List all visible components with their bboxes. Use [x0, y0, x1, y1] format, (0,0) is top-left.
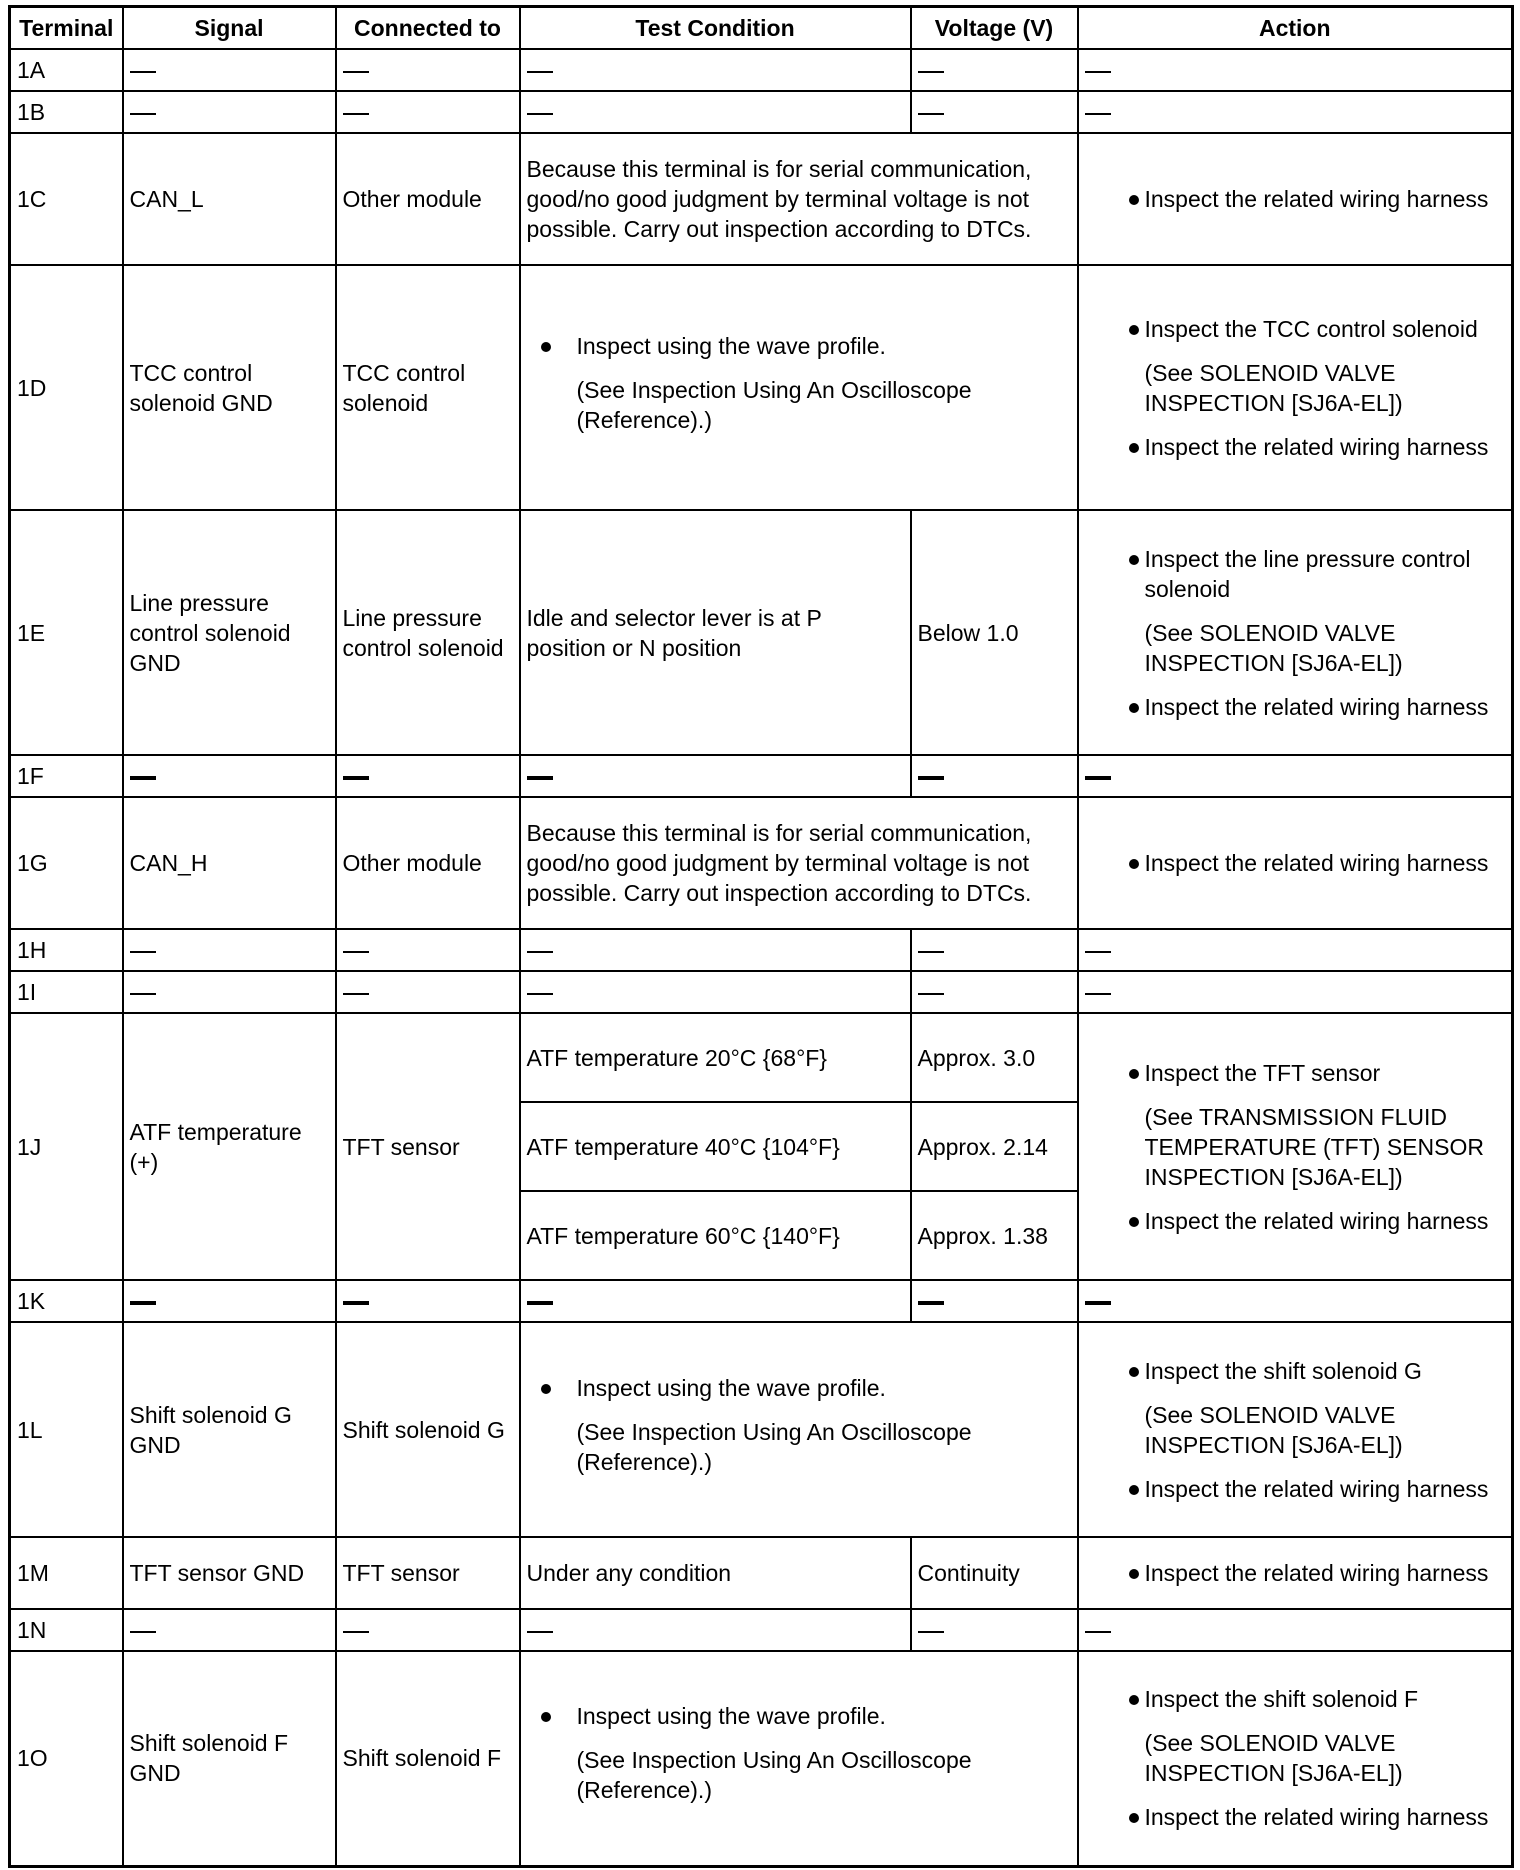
table-row	[10, 91, 1513, 133]
condition-bullet: Inspect using the wave profile.	[527, 331, 1071, 361]
connected-cell	[336, 49, 520, 91]
signal-cell: Shift solenoid F GND	[123, 1651, 336, 1866]
condition-bullet: Inspect using the wave profile.	[527, 1373, 1071, 1403]
action-cell	[1078, 1322, 1513, 1537]
action-cell	[1078, 797, 1513, 929]
action-bullet: Inspect the TCC control solenoid	[1085, 314, 1506, 344]
action-bullet: Inspect the related wiring harness	[1085, 692, 1506, 722]
signal-cell	[123, 929, 336, 971]
connected-cell: Other module	[336, 133, 520, 265]
terminal-cell: 1H	[10, 929, 123, 971]
dash-mark	[343, 951, 369, 953]
condition-reference: (See Inspection Using An Oscilloscope (Reference).)	[576, 376, 972, 433]
dash-mark	[918, 113, 944, 115]
condition-cell: Idle and selector lever is at P position or N position	[520, 510, 911, 755]
table-row	[10, 1651, 1513, 1866]
dash-mark	[527, 993, 553, 995]
header-test-condition: Test Condition	[520, 7, 911, 50]
table-row	[10, 510, 1513, 755]
terminal-cell: 1B	[10, 91, 123, 133]
signal-cell: TFT sensor GND	[123, 1537, 336, 1609]
voltage-cell: Approx. 3.0	[911, 1013, 1078, 1102]
action-cell	[1078, 133, 1513, 265]
signal-cell	[123, 91, 336, 133]
header-connected-to: Connected to	[336, 7, 520, 50]
action-bullet: Inspect the related wiring harness	[1085, 432, 1506, 462]
dash-mark	[918, 1631, 944, 1633]
terminal-cell: 1J	[10, 1013, 123, 1280]
table-row	[10, 971, 1513, 1013]
dash-mark	[130, 776, 156, 780]
condition-cell	[520, 1651, 1078, 1866]
condition-bullet: Inspect using the wave profile.	[527, 1701, 1071, 1731]
dash-mark	[343, 776, 369, 780]
voltage-cell: Approx. 1.38	[911, 1191, 1078, 1280]
dash-mark	[130, 71, 156, 73]
table-row	[10, 1537, 1513, 1609]
dash-mark	[130, 1631, 156, 1633]
condition-cell	[520, 265, 1078, 510]
connected-cell: TFT sensor	[336, 1013, 520, 1280]
action-cell	[1078, 929, 1513, 971]
condition-cell	[520, 1609, 911, 1651]
header-terminal: Terminal	[10, 7, 123, 50]
action-reference: (See TRANSMISSION FLUID TEMPERATURE (TFT) SENSOR INSPECTION [SJ6A-EL])	[1144, 1103, 1484, 1190]
voltage-cell	[911, 91, 1078, 133]
dash-mark	[1085, 951, 1111, 953]
dash-mark	[527, 1631, 553, 1633]
dash-mark	[130, 113, 156, 115]
dash-mark	[1085, 1301, 1111, 1305]
action-cell	[1078, 49, 1513, 91]
condition-cell	[520, 1280, 911, 1322]
dash-mark	[527, 71, 553, 73]
table-row	[10, 1013, 1513, 1102]
action-reference: (See SOLENOID VALVE INSPECTION [SJ6A-EL])	[1144, 1401, 1403, 1458]
dash-mark	[1085, 71, 1111, 73]
action-cell	[1078, 510, 1513, 755]
action-bullet: Inspect the related wiring harness	[1085, 848, 1506, 878]
dash-mark	[343, 1631, 369, 1633]
action-cell	[1078, 971, 1513, 1013]
dash-mark	[1085, 113, 1111, 115]
action-reference: (See SOLENOID VALVE INSPECTION [SJ6A-EL])	[1144, 1730, 1403, 1787]
condition-cell	[520, 971, 911, 1013]
connected-cell	[336, 1280, 520, 1322]
header-action: Action	[1078, 7, 1513, 50]
condition-cell	[520, 929, 911, 971]
dash-mark	[918, 1301, 944, 1305]
action-cell	[1078, 1651, 1513, 1866]
action-cell	[1078, 755, 1513, 797]
dash-mark	[527, 1301, 553, 1305]
signal-cell: Shift solenoid G GND	[123, 1322, 336, 1537]
condition-reference: (See Inspection Using An Oscilloscope (Reference).)	[576, 1747, 972, 1804]
dash-mark	[527, 951, 553, 953]
action-bullet: Inspect the shift solenoid F	[1085, 1684, 1506, 1714]
dash-mark	[918, 951, 944, 953]
terminal-cell: 1G	[10, 797, 123, 929]
table-row	[10, 265, 1513, 510]
action-cell	[1078, 1609, 1513, 1651]
dash-mark	[130, 1301, 156, 1305]
condition-cell	[520, 49, 911, 91]
signal-cell: TCC control solenoid GND	[123, 265, 336, 510]
terminal-cell: 1K	[10, 1280, 123, 1322]
condition-reference: (See Inspection Using An Oscilloscope (Reference).)	[576, 1418, 972, 1475]
signal-cell: CAN_H	[123, 797, 336, 929]
voltage-cell	[911, 971, 1078, 1013]
condition-cell	[520, 1322, 1078, 1537]
connected-cell: TFT sensor	[336, 1537, 520, 1609]
signal-cell	[123, 755, 336, 797]
condition-cell: Because this terminal is for serial communication, good/no good judgment by terminal voltage is not possible. Carry out inspection according to DTCs.	[520, 133, 1078, 265]
voltage-cell: Below 1.0	[911, 510, 1078, 755]
action-bullet: Inspect the related wiring harness	[1085, 184, 1506, 214]
terminal-table	[8, 5, 1514, 1868]
dash-mark	[343, 1301, 369, 1305]
signal-cell: Line pressure control solenoid GND	[123, 510, 336, 755]
dash-mark	[527, 776, 553, 780]
terminal-cell: 1D	[10, 265, 123, 510]
signal-cell: ATF temperature (+)	[123, 1013, 336, 1280]
terminal-cell: 1N	[10, 1609, 123, 1651]
terminal-cell: 1C	[10, 133, 123, 265]
terminal-cell: 1A	[10, 49, 123, 91]
terminal-cell: 1O	[10, 1651, 123, 1866]
action-cell	[1078, 265, 1513, 510]
dash-mark	[1085, 776, 1111, 780]
table-row	[10, 929, 1513, 971]
condition-cell: Because this terminal is for serial communication, good/no good judgment by terminal voltage is not possible. Carry out inspection according to DTCs.	[520, 797, 1078, 929]
signal-cell	[123, 1280, 336, 1322]
action-bullet: Inspect the related wiring harness	[1085, 1802, 1506, 1832]
table-row	[10, 797, 1513, 929]
voltage-cell	[911, 929, 1078, 971]
table-row	[10, 755, 1513, 797]
table-row	[10, 1280, 1513, 1322]
condition-cell	[520, 91, 911, 133]
table-row	[10, 49, 1513, 91]
dash-mark	[130, 951, 156, 953]
dash-mark	[527, 113, 553, 115]
connected-cell	[336, 971, 520, 1013]
dash-mark	[918, 71, 944, 73]
dash-mark	[918, 776, 944, 780]
action-cell	[1078, 1537, 1513, 1609]
condition-cell	[520, 755, 911, 797]
header-voltage: Voltage (V)	[911, 7, 1078, 50]
signal-cell	[123, 49, 336, 91]
voltage-cell	[911, 1280, 1078, 1322]
connected-cell	[336, 1609, 520, 1651]
table-row	[10, 1322, 1513, 1537]
header-row	[10, 7, 1513, 50]
terminal-cell: 1I	[10, 971, 123, 1013]
dash-mark	[1085, 993, 1111, 995]
dash-mark	[130, 993, 156, 995]
dash-mark	[918, 993, 944, 995]
table-row	[10, 1609, 1513, 1651]
dash-mark	[343, 993, 369, 995]
connected-cell	[336, 929, 520, 971]
action-reference: (See SOLENOID VALVE INSPECTION [SJ6A-EL])	[1144, 359, 1403, 416]
dash-mark	[1085, 1631, 1111, 1633]
voltage-cell	[911, 1609, 1078, 1651]
signal-cell	[123, 971, 336, 1013]
signal-cell	[123, 1609, 336, 1651]
condition-cell: ATF temperature 40°C {104°F}	[520, 1102, 911, 1191]
connected-cell: Shift solenoid G	[336, 1322, 520, 1537]
terminal-cell: 1L	[10, 1322, 123, 1537]
action-cell	[1078, 91, 1513, 133]
action-bullet: Inspect the related wiring harness	[1085, 1558, 1506, 1588]
action-bullet: Inspect the TFT sensor	[1085, 1058, 1506, 1088]
connected-cell	[336, 755, 520, 797]
voltage-cell: Continuity	[911, 1537, 1078, 1609]
connected-cell: Shift solenoid F	[336, 1651, 520, 1866]
action-bullet: Inspect the related wiring harness	[1085, 1474, 1506, 1504]
terminal-cell: 1F	[10, 755, 123, 797]
terminal-cell: 1M	[10, 1537, 123, 1609]
connected-cell: TCC control solenoid	[336, 265, 520, 510]
connected-cell: Other module	[336, 797, 520, 929]
condition-cell: ATF temperature 60°C {140°F}	[520, 1191, 911, 1280]
connected-cell	[336, 91, 520, 133]
action-bullet: Inspect the related wiring harness	[1085, 1206, 1506, 1236]
action-cell	[1078, 1280, 1513, 1322]
action-bullet: Inspect the line pressure control solenoid	[1085, 544, 1506, 604]
table-row	[10, 133, 1513, 265]
condition-cell: Under any condition	[520, 1537, 911, 1609]
action-reference: (See SOLENOID VALVE INSPECTION [SJ6A-EL])	[1144, 619, 1403, 676]
action-cell	[1078, 1013, 1513, 1280]
condition-cell: ATF temperature 20°C {68°F}	[520, 1013, 911, 1102]
dash-mark	[343, 113, 369, 115]
header-signal: Signal	[123, 7, 336, 50]
dash-mark	[343, 71, 369, 73]
voltage-cell	[911, 49, 1078, 91]
terminal-cell: 1E	[10, 510, 123, 755]
voltage-cell	[911, 755, 1078, 797]
signal-cell: CAN_L	[123, 133, 336, 265]
action-bullet: Inspect the shift solenoid G	[1085, 1356, 1506, 1386]
connected-cell: Line pressure control solenoid	[336, 510, 520, 755]
voltage-cell: Approx. 2.14	[911, 1102, 1078, 1191]
